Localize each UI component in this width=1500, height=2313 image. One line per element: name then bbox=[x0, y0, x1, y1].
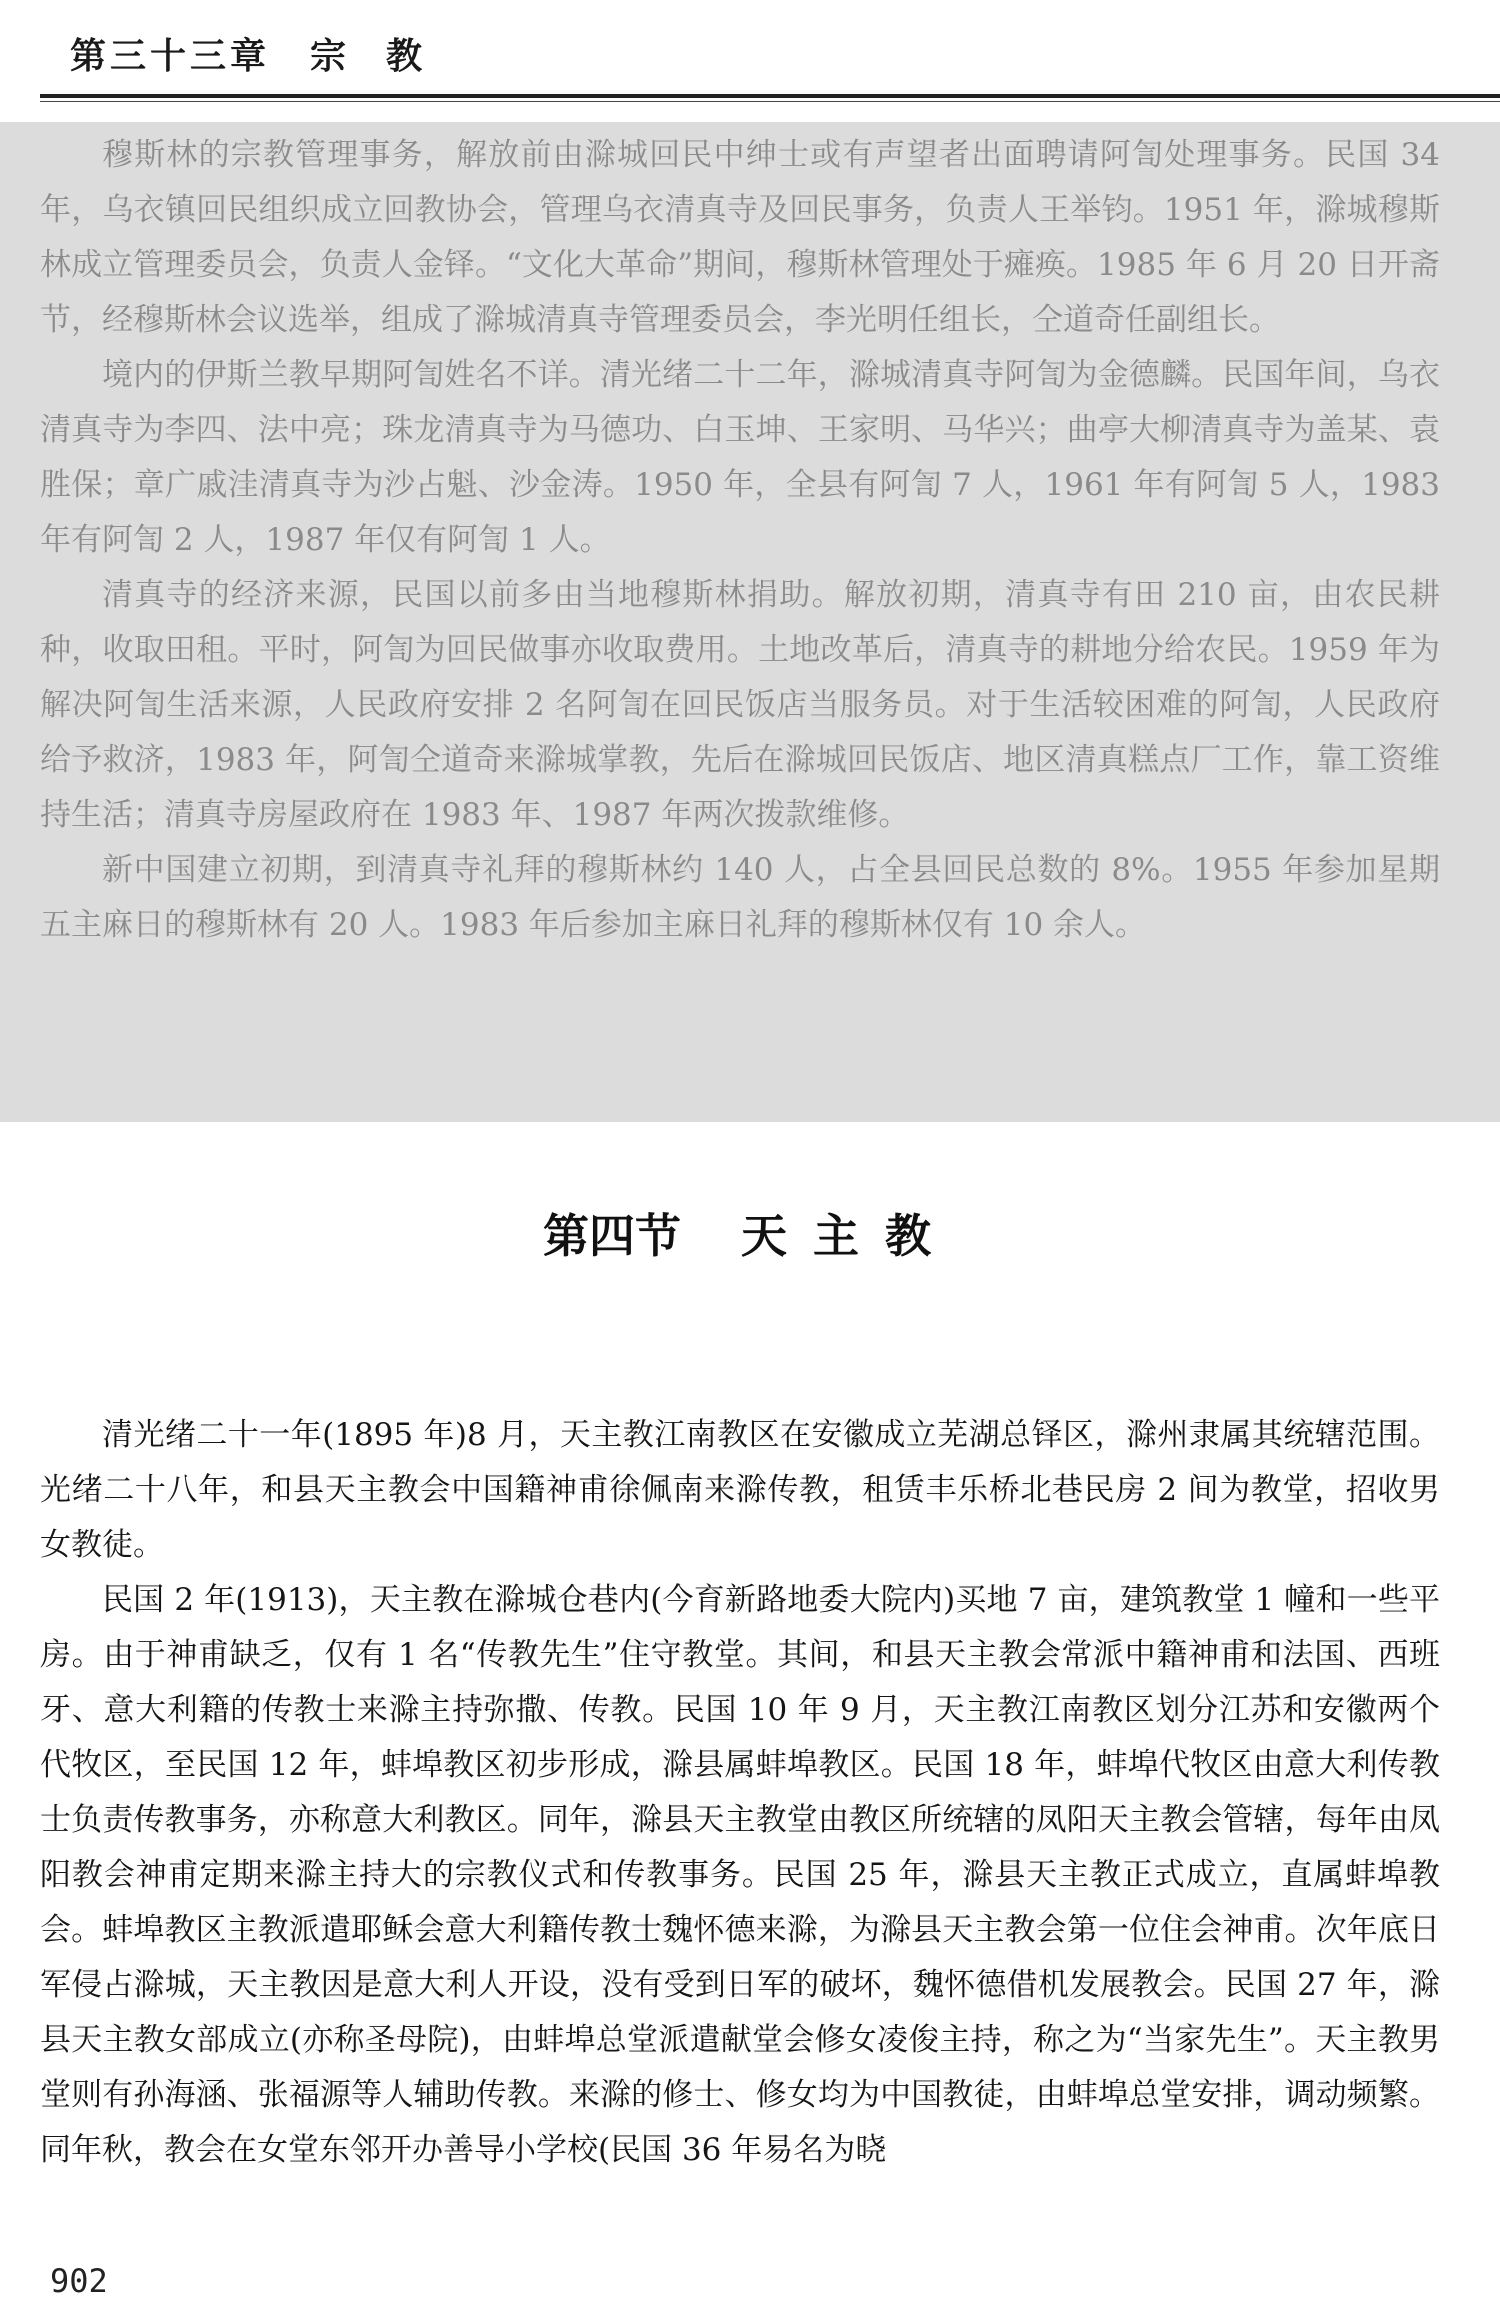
section-name: 天主教 bbox=[741, 1209, 957, 1263]
chapter-subject: 宗教 bbox=[310, 35, 463, 77]
body-paragraph-1: 清光绪二十一年(1895 年)8 月，天主教江南教区在安徽成立芜湖总铎区，滁州隶属其统辖范围。光绪二十八年，和县天主教会中国籍神甫徐佩南来滁传教，租赁丰乐桥北巷民房 2 间为教堂，招收男女教徒。 bbox=[40, 1417, 1440, 1563]
header-rule-thick bbox=[40, 94, 1500, 98]
shaded-text bbox=[40, 128, 1440, 953]
body-paragraph-2: 民国 2 年(1913)，天主教在滁城仓巷内(今育新路地委大院内)买地 7 亩，建筑教堂 1 幢和一些平房。由于神甫缺乏，仅有 1 名“传教先生”住守教堂。其间，和县天主教会常派中籍神甫和法国、西班牙、意大利籍的传教士来滁主持弥撒、传教。民国 10 年 9 月，天主教江南教区划分江苏和安徽两个代牧区，至民国 12 年，蚌埠教区初步形成，滁县属蚌埠教区。民国 18 年，蚌埠代牧区由意大利传教士负责传教事务，亦称意大利教区。同年，滁县天主教堂由教区所统辖的凤阳天主教会管辖，每年由凤阳教会神甫定期来滁主持大的宗教仪式和传教事务。民国 25 年，滁县天主教正式成立，直属蚌埠教会。蚌埠教区主教派遣耶稣会意大利籍传教士魏怀德来滁，为滁县天主教会第一位住会神甫。次年底日军侵占滁城，天主教因是意大利人开设，没有受到日军的破坏，魏怀德借机发展教会。民国 27 年，滁县天主教女部成立(亦称圣母院)，由蚌埠总堂派遣献堂会修女凌俊主持，称之为“当家先生”。天主教男堂则有孙海涵、张福源等人辅助传教。来滁的修士、修女均为中国教徒，由蚌埠总堂安排，调动频繁。同年秋，教会在女堂东邻开办善导小学校(民国 36 年易名为晓 bbox=[40, 1582, 1440, 2168]
shaded-paragraph-3: 清真寺的经济来源，民国以前多由当地穆斯林捐助。解放初期，清真寺有田 210 亩，由农民耕种，收取田租。平时，阿訇为回民做事亦收取费用。土地改革后，清真寺的耕地分给农民。1959 年为解决阿訇生活来源，人民政府安排 2 名阿訇在回民饭店当服务员。对于生活较困难的阿訇，人民政府给予救济，1983 年，阿訇仝道奇来滁城掌教，先后在滁城回民饭店、地区清真糕点厂工作，靠工资维持生活；清真寺房屋政府在 1983 年、1987 年两次拨款维修。 bbox=[40, 577, 1440, 833]
page-number: 902 bbox=[50, 2262, 108, 2300]
shaded-block bbox=[0, 122, 1500, 1122]
chapter-label: 第三十三章 bbox=[70, 35, 271, 77]
section-number: 第四节 bbox=[543, 1209, 681, 1263]
section-title bbox=[0, 1200, 1500, 1266]
shaded-paragraph-1: 穆斯林的宗教管理事务，解放前由滁城回民中绅士或有声望者出面聘请阿訇处理事务。民国 34 年，乌衣镇回民组织成立回教协会，管理乌衣清真寺及回民事务，负责人王举钧。1951 年，滁城穆斯林成立管理委员会，负责人金铎。“文化大革命”期间，穆斯林管理处于瘫痪。1985 年 6 月 20 日开斋节，经穆斯林会议选举，组成了滁城清真寺管理委员会，李光明任组长，仝道奇任副组长。 bbox=[40, 137, 1440, 338]
header-rule-thin bbox=[40, 101, 1500, 102]
running-head bbox=[70, 28, 462, 79]
shaded-paragraph-2: 境内的伊斯兰教早期阿訇姓名不详。清光绪二十二年，滁城清真寺阿訇为金德麟。民国年间，乌衣清真寺为李四、法中亮；珠龙清真寺为马德功、白玉坤、王家明、马华兴；曲亭大柳清真寺为盖某、袁胜保；章广戚洼清真寺为沙占魁、沙金涛。1950 年，全县有阿訇 7 人，1961 年有阿訇 5 人，1983 年有阿訇 2 人，1987 年仅有阿訇 1 人。 bbox=[40, 357, 1440, 558]
body-text bbox=[40, 1408, 1440, 2178]
shaded-paragraph-4: 新中国建立初期，到清真寺礼拜的穆斯林约 140 人，占全县回民总数的 8%。1955 年参加星期五主麻日的穆斯林有 20 人。1983 年后参加主麻日礼拜的穆斯林仅有 10 余人。 bbox=[40, 852, 1440, 943]
